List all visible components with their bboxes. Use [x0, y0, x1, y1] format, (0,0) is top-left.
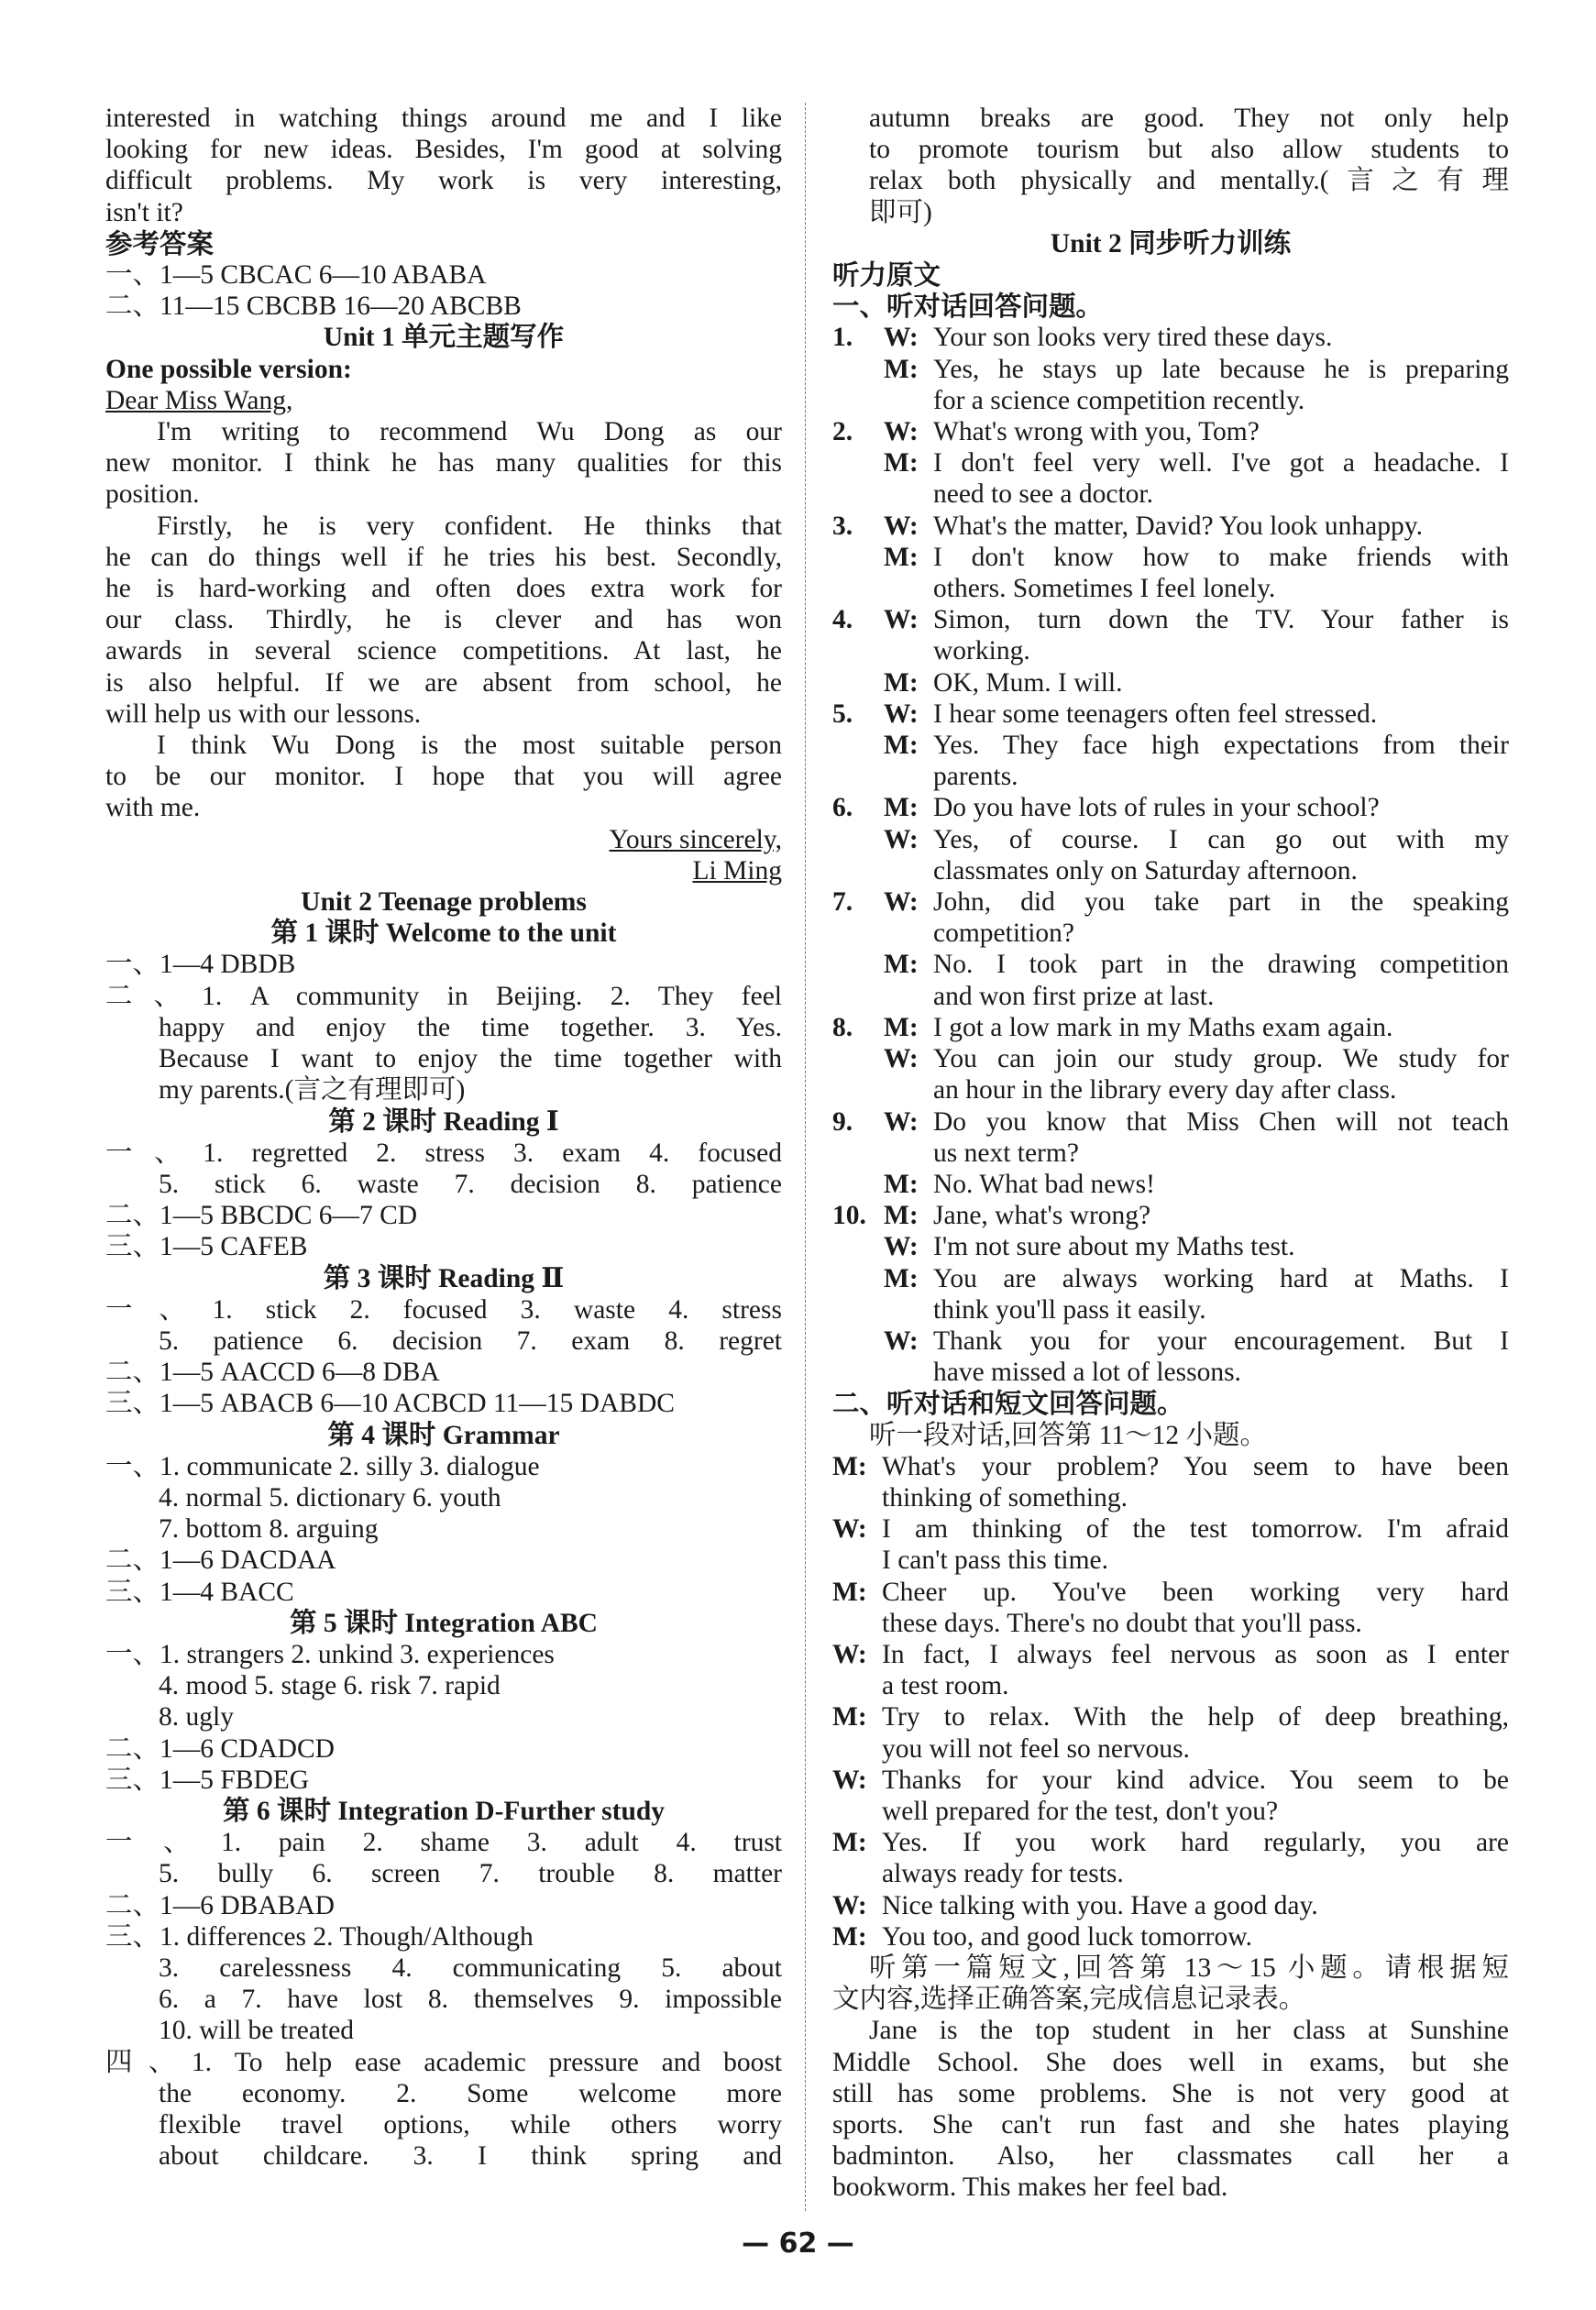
utterance-line: parents. — [933, 762, 1018, 792]
question-number: 10. — [832, 1201, 866, 1231]
utterance-line: classmates only on Saturday afternoon. — [933, 855, 1358, 886]
speaker-label: M: — [884, 542, 919, 572]
dialogue-turn — [832, 1701, 1509, 1764]
dialogue-turn — [832, 1231, 1509, 1262]
utterance-line: I can't pass this time. — [882, 1546, 1109, 1576]
utterance — [933, 949, 1509, 1011]
passage-line: Jane is the top student in her class at Sunshine — [869, 2016, 1509, 2046]
question-number: 9. — [832, 1106, 853, 1137]
utterance — [933, 698, 1509, 730]
passage-line: bookworm. This makes her feel bad. — [832, 2172, 1228, 2203]
part-heading: 一、听对话回答问题。 — [832, 291, 1104, 323]
speaker-label: M: — [884, 448, 919, 478]
utterance — [933, 1326, 1509, 1388]
dialogue-turn — [832, 1106, 1509, 1169]
question-number — [832, 1169, 884, 1200]
column-divider — [805, 103, 806, 2211]
paragraph-line: relax both physically and mentally.(言之有理 — [869, 166, 1509, 196]
utterance — [882, 1890, 1509, 1921]
paragraph-line: 即可) — [869, 197, 932, 227]
letter-line: new monitor. I think he has many qualities for this — [105, 448, 782, 478]
answer-line: 一、1—5 CBCAC 6—10 ABABA — [105, 260, 487, 291]
speaker-label: M: — [832, 1921, 867, 1952]
utterance-line: What's your problem? You seem to have been — [882, 1451, 1509, 1481]
utterance-line: competition? — [933, 918, 1075, 949]
question-number: 8. — [832, 1012, 853, 1042]
utterance-line: Simon, turn down the TV. Your father is — [933, 605, 1509, 635]
utterance-line: for a science competition recently. — [933, 385, 1305, 415]
speaker-label: W: — [884, 824, 919, 854]
answer-line: 二、1—5 BBCDC 6—7 CD — [105, 1201, 418, 1231]
dialogue-turn — [832, 1451, 1509, 1513]
dialogue-turn — [832, 886, 1509, 949]
utterance — [933, 667, 1509, 698]
paragraph-line: difficult problems. My work is very interesting, — [105, 166, 782, 196]
utterance-line: What's the matter, David? You look unhappy. — [933, 511, 1423, 541]
utterance — [882, 1577, 1509, 1639]
dialogue-turn — [832, 730, 1509, 792]
utterance — [933, 542, 1509, 604]
utterance-line: OK, Mum. I will. — [933, 667, 1123, 698]
utterance — [933, 1012, 1509, 1043]
section-title: Unit 1 单元主题写作 — [323, 323, 565, 353]
answer-line: my parents.(言之有理即可) — [159, 1075, 466, 1106]
paragraph-line: looking for new ideas. Besides, I'm good at solving — [105, 135, 782, 165]
utterance-line: I hear some teenagers often feel stressed. — [933, 698, 1378, 729]
utterance-line: you will not feel so nervous. — [882, 1733, 1190, 1764]
utterance — [882, 1827, 1509, 1889]
answer-line: 一、1—4 DBDB — [105, 950, 296, 980]
dialogue-turn — [832, 511, 1509, 542]
section-title: Unit 2 同步听力训练 — [1050, 228, 1292, 258]
dialogue-turn — [832, 1639, 1509, 1701]
dialogue-turn — [832, 824, 1509, 886]
letter-line: he can do things well if he tries his best. Secondly, — [105, 542, 782, 572]
speaker-label: W: — [832, 1765, 867, 1795]
dialogue-turn — [832, 698, 1509, 730]
utterance — [933, 416, 1509, 447]
utterance — [933, 1043, 1509, 1106]
answer-line: 三、1—5 CAFEB — [105, 1232, 308, 1262]
speaker-label: M: — [884, 793, 919, 823]
utterance — [933, 354, 1509, 416]
answer-line: 二、11—15 CBCBB 16—20 ABCBB — [105, 292, 522, 322]
letter-signature: Li Ming — [692, 855, 782, 886]
utterance-line: You can join our study group. We study for — [933, 1044, 1509, 1074]
dialogue-turn — [832, 1513, 1509, 1576]
utterance — [933, 1263, 1509, 1326]
utterance-line: Jane, what's wrong? — [933, 1201, 1151, 1231]
dialogue-turn — [832, 542, 1509, 604]
utterance — [933, 322, 1509, 353]
dialogue-turn — [832, 1169, 1509, 1200]
utterance-line: Your son looks very tired these days. — [933, 323, 1333, 353]
answer-line: 一、1. regretted 2. stress 3. exam 4. focused — [105, 1138, 782, 1168]
transcript-heading: 听力原文 — [832, 259, 941, 292]
answer-line: flexible travel options, while others worry — [159, 2110, 782, 2140]
speaker-label: M: — [884, 1201, 919, 1231]
utterance-line: No. What bad news! — [933, 1169, 1155, 1199]
dialogue-turn — [832, 792, 1509, 823]
speaker-label: W: — [884, 698, 919, 729]
letter-line: I'm writing to recommend Wu Dong as our — [157, 417, 782, 447]
instruction: 文内容,选择正确答案,完成信息记录表。 — [832, 1985, 1306, 2015]
dialogue-turn — [832, 1012, 1509, 1043]
utterance-line: Do you know that Miss Chen will not teach — [933, 1106, 1509, 1137]
answer-line: 三、1—5 FBDEG — [105, 1765, 310, 1795]
dialogue-turn — [832, 1263, 1509, 1326]
utterance-line: I am thinking of the test tomorrow. I'm afraid — [882, 1514, 1509, 1545]
speaker-label: M: — [884, 731, 919, 761]
letter-line: I think Wu Dong is the most suitable person — [157, 731, 782, 761]
answer-line: 一、1. communicate 2. silly 3. dialogue — [105, 1451, 540, 1481]
dialogue-turn — [832, 949, 1509, 1011]
speaker-label: W: — [884, 323, 919, 353]
letter-line: awards in several science competitions. At last, he — [105, 636, 782, 666]
letter-closing: Yours sincerely, — [609, 824, 782, 854]
answer-line: 一、1. strangers 2. unkind 3. experiences — [105, 1639, 555, 1669]
speaker-label: W: — [832, 1639, 867, 1669]
utterance-line: a test room. — [882, 1671, 1009, 1701]
question-number — [832, 1231, 884, 1262]
utterance-line: Thanks for your kind advice. You seem to be — [882, 1765, 1509, 1795]
question-number — [832, 667, 884, 698]
question-number — [832, 447, 884, 510]
question-number — [832, 1263, 884, 1326]
lesson-title: 第 4 课时 Grammar — [327, 1420, 560, 1450]
lesson-title: 第 6 课时 Integration D-Further study — [222, 1796, 666, 1826]
lesson-title: 第 5 课时 Integration ABC — [290, 1608, 598, 1638]
letter-line: will help us with our lessons. — [105, 698, 422, 729]
utterance-line: working. — [933, 636, 1030, 666]
utterance-line: well prepared for the test, don't you? — [882, 1796, 1279, 1826]
utterance — [933, 824, 1509, 886]
lesson-title: 第 1 课时 Welcome to the unit — [270, 918, 617, 949]
unit-title: Unit 2 Teenage problems — [301, 887, 587, 918]
letter-greeting: Dear Miss Wang, — [105, 385, 293, 415]
letter-line: he is hard-working and often does extra work for — [105, 574, 782, 604]
dialogue-turn — [832, 1827, 1509, 1889]
question-number — [832, 949, 884, 1011]
utterance-line: I don't know how to make friends with — [933, 542, 1509, 572]
utterance — [933, 604, 1509, 666]
question-number: 3. — [832, 511, 853, 541]
speaker-label: M: — [832, 1828, 867, 1858]
letter-line: is also helpful. If we are absent from school, he — [105, 667, 782, 698]
lesson-title: 第 3 课时 Reading Ⅱ — [323, 1263, 565, 1293]
speaker-label: W: — [884, 417, 919, 447]
speaker-label: W: — [884, 511, 919, 541]
utterance — [882, 1639, 1509, 1701]
answer-line: 5. stick 6. waste 7. decision 8. patience — [159, 1169, 782, 1199]
utterance-line: Nice talking with you. Have a good day. — [882, 1890, 1318, 1920]
utterance — [933, 792, 1509, 823]
paragraph-line: isn't it? — [105, 197, 183, 227]
answer-line: 7. bottom 8. arguing — [159, 1514, 379, 1545]
left-column — [105, 103, 782, 2172]
letter-line: Firstly, he is very confident. He thinks that — [157, 511, 782, 541]
answer-line: about childcare. 3. I think spring and — [159, 2141, 782, 2172]
letter-line: our class. Thirdly, he is clever and has won — [105, 605, 782, 635]
instruction: 听一段对话,回答第 11～12 小题。 — [869, 1420, 1268, 1450]
answer-line: 4. normal 5. dictionary 6. youth — [159, 1482, 501, 1512]
utterance-line: In fact, I always feel nervous as soon as I enter — [882, 1639, 1509, 1669]
utterance — [882, 1451, 1509, 1513]
paragraph-line: to promote tourism but also allow students to — [869, 135, 1509, 165]
speaker-label: W: — [884, 1326, 919, 1356]
answer-line: 二、1—5 AACCD 6—8 DBA — [105, 1358, 440, 1388]
answer-line: 四、1. To help ease academic pressure and boost — [105, 2047, 782, 2077]
speaker-label: M: — [884, 950, 919, 980]
answer-line: 二、1. A community in Beijing. 2. They feel — [105, 981, 782, 1011]
speaker-label: W: — [884, 1106, 919, 1137]
utterance — [882, 1921, 1509, 1952]
question-number: 7. — [832, 887, 853, 918]
dialogue-turn — [832, 354, 1509, 416]
speaker-label: W: — [884, 887, 919, 918]
question-number — [832, 730, 884, 792]
utterance — [933, 1231, 1509, 1262]
page-number: — 62 — — [742, 2228, 854, 2260]
speaker-label: W: — [832, 1890, 867, 1920]
speaker-label: M: — [884, 354, 919, 384]
utterance — [933, 1169, 1509, 1200]
dialogue-turn — [832, 1921, 1509, 1952]
question-number — [832, 824, 884, 886]
answer-line: the economy. 2. Some welcome more — [159, 2078, 782, 2108]
passage-line: sports. She can't run fast and she hates playing — [832, 2110, 1509, 2140]
passage-line: badminton. Also, her classmates call her a — [832, 2141, 1509, 2172]
question-number: 5. — [832, 698, 853, 729]
dialogue-turn — [832, 604, 1509, 666]
question-number — [832, 1326, 884, 1388]
utterance-line: think you'll pass it easily. — [933, 1294, 1206, 1325]
dialogue-turn — [832, 322, 1509, 353]
dialogue-turn — [832, 1890, 1509, 1921]
dialogue-turn — [832, 1326, 1509, 1388]
speaker-label: M: — [832, 1451, 867, 1481]
question-number — [832, 542, 884, 604]
question-number — [832, 1043, 884, 1106]
utterance-line: others. Sometimes I feel lonely. — [933, 574, 1276, 604]
answers-heading: 参考答案 — [105, 227, 215, 259]
utterance-line: Yes. They face high expectations from their — [933, 731, 1509, 761]
utterance-line: thinking of something. — [882, 1482, 1128, 1512]
utterance — [882, 1765, 1509, 1827]
speaker-label: W: — [884, 1232, 919, 1262]
answer-line: 三、1. differences 2. Though/Although — [105, 1921, 534, 1952]
utterance-line: Yes, he stays up late because he is preparing — [933, 354, 1509, 384]
utterance-line: an hour in the library every day after class. — [933, 1075, 1397, 1106]
utterance-line: always ready for tests. — [882, 1859, 1124, 1889]
utterance-line: and won first prize at last. — [933, 981, 1215, 1011]
utterance-line: Cheer up. You've been working very hard — [882, 1577, 1509, 1607]
letter-line: to be our monitor. I hope that you will agree — [105, 762, 782, 792]
part-heading: 二、听对话和短文回答问题。 — [832, 1388, 1184, 1420]
utterance-line: Yes. If you work hard regularly, you are — [882, 1828, 1509, 1858]
utterance-line: What's wrong with you, Tom? — [933, 417, 1260, 447]
dialogue-turn — [832, 1200, 1509, 1231]
letter-line: position. — [105, 479, 200, 510]
utterance-line: I got a low mark in my Maths exam again. — [933, 1012, 1393, 1042]
utterance-line: I'm not sure about my Maths test. — [933, 1232, 1295, 1262]
answer-line: 二、1—6 CDADCD — [105, 1733, 335, 1764]
speaker-label: M: — [884, 1169, 919, 1199]
question-number: 4. — [832, 605, 853, 635]
answer-line: 10. will be treated — [159, 2016, 354, 2046]
utterance-line: have missed a lot of lessons. — [933, 1358, 1241, 1388]
answer-line: happy and enjoy the time together. 3. Yes. — [159, 1012, 782, 1042]
utterance — [933, 1106, 1509, 1169]
letter-line: with me. — [105, 793, 201, 823]
speaker-label: M: — [884, 1012, 919, 1042]
answer-line: 6. a 7. have lost 8. themselves 9. impossible — [159, 1985, 782, 2015]
answer-line: 4. mood 5. stage 6. risk 7. rapid — [159, 1671, 501, 1701]
answer-line: 二、1—6 DACDAA — [105, 1546, 336, 1576]
question-number — [832, 354, 884, 416]
utterance-line: Do you have lots of rules in your school? — [933, 793, 1380, 823]
instruction: 听第一篇短文,回答第 13～15 小题。请根据短 — [869, 1952, 1509, 1983]
speaker-label: M: — [884, 667, 919, 698]
dialogue-turn — [832, 1765, 1509, 1827]
utterance-line: need to see a doctor. — [933, 479, 1154, 510]
utterance — [882, 1701, 1509, 1764]
answer-line: 二、1—6 DBABAD — [105, 1890, 335, 1920]
speaker-label: M: — [832, 1702, 867, 1732]
answer-line: 三、1—4 BACC — [105, 1577, 294, 1607]
paragraph-line: autumn breaks are good. They not only help — [869, 104, 1509, 133]
answer-line: 一、1. pain 2. shame 3. adult 4. trust — [105, 1828, 782, 1858]
question-number: 6. — [832, 793, 853, 823]
utterance-line: You are always working hard at Maths. I — [933, 1263, 1509, 1293]
passage-line: still has some problems. She is not very good at — [832, 2078, 1509, 2108]
right-column — [832, 103, 1509, 2204]
answer-line: 5. patience 6. decision 7. exam 8. regret — [159, 1326, 782, 1356]
dialogue-turn — [832, 667, 1509, 698]
paragraph-line: interested in watching things around me and I like — [105, 104, 782, 133]
speaker-label: M: — [832, 1577, 867, 1607]
utterance-line: us next term? — [933, 1138, 1079, 1168]
question-number: 2. — [832, 417, 853, 447]
answer-line: 3. carelessness 4. communicating 5. about — [159, 1952, 782, 1983]
utterance-line: I don't feel very well. I've got a headache. I — [933, 448, 1509, 478]
answer-line: 一、1. stick 2. focused 3. waste 4. stress — [105, 1294, 782, 1325]
utterance-line: Yes, of course. I can go out with my — [933, 824, 1509, 854]
speaker-label: W: — [884, 1044, 919, 1074]
utterance-line: John, did you take part in the speaking — [933, 887, 1509, 918]
speaker-label: W: — [832, 1514, 867, 1545]
utterance — [882, 1513, 1509, 1576]
question-number: 1. — [832, 323, 853, 353]
utterance — [933, 1200, 1509, 1231]
utterance-line: these days. There's no doubt that you'll pass. — [882, 1608, 1362, 1638]
utterance — [933, 886, 1509, 949]
answer-line: 8. ugly — [159, 1702, 234, 1732]
passage-line: Middle School. She does well in exams, but she — [832, 2047, 1509, 2077]
answer-line: 三、1—5 ABACB 6—10 ACBCD 11—15 DABDC — [105, 1389, 675, 1419]
dialogue-turn — [832, 416, 1509, 447]
dialogue-turn — [832, 1043, 1509, 1106]
sample-label: One possible version: — [105, 354, 352, 384]
utterance — [933, 511, 1509, 542]
answer-line: Because I want to enjoy the time together with — [159, 1044, 782, 1074]
utterance-line: Thank you for your encouragement. But I — [933, 1326, 1509, 1356]
utterance-line: You too, and good luck tomorrow. — [882, 1921, 1252, 1952]
speaker-label: W: — [884, 605, 919, 635]
utterance-line: Try to relax. With the help of deep breathing, — [882, 1702, 1509, 1732]
lesson-title: 第 2 课时 Reading Ⅰ — [328, 1106, 559, 1137]
answer-line: 5. bully 6. screen 7. trouble 8. matter — [159, 1859, 782, 1889]
utterance — [933, 447, 1509, 510]
utterance — [933, 730, 1509, 792]
utterance-line: No. I took part in the drawing competition — [933, 950, 1509, 980]
dialogue-turn — [832, 447, 1509, 510]
dialogue-turn — [832, 1577, 1509, 1639]
speaker-label: M: — [884, 1263, 919, 1293]
